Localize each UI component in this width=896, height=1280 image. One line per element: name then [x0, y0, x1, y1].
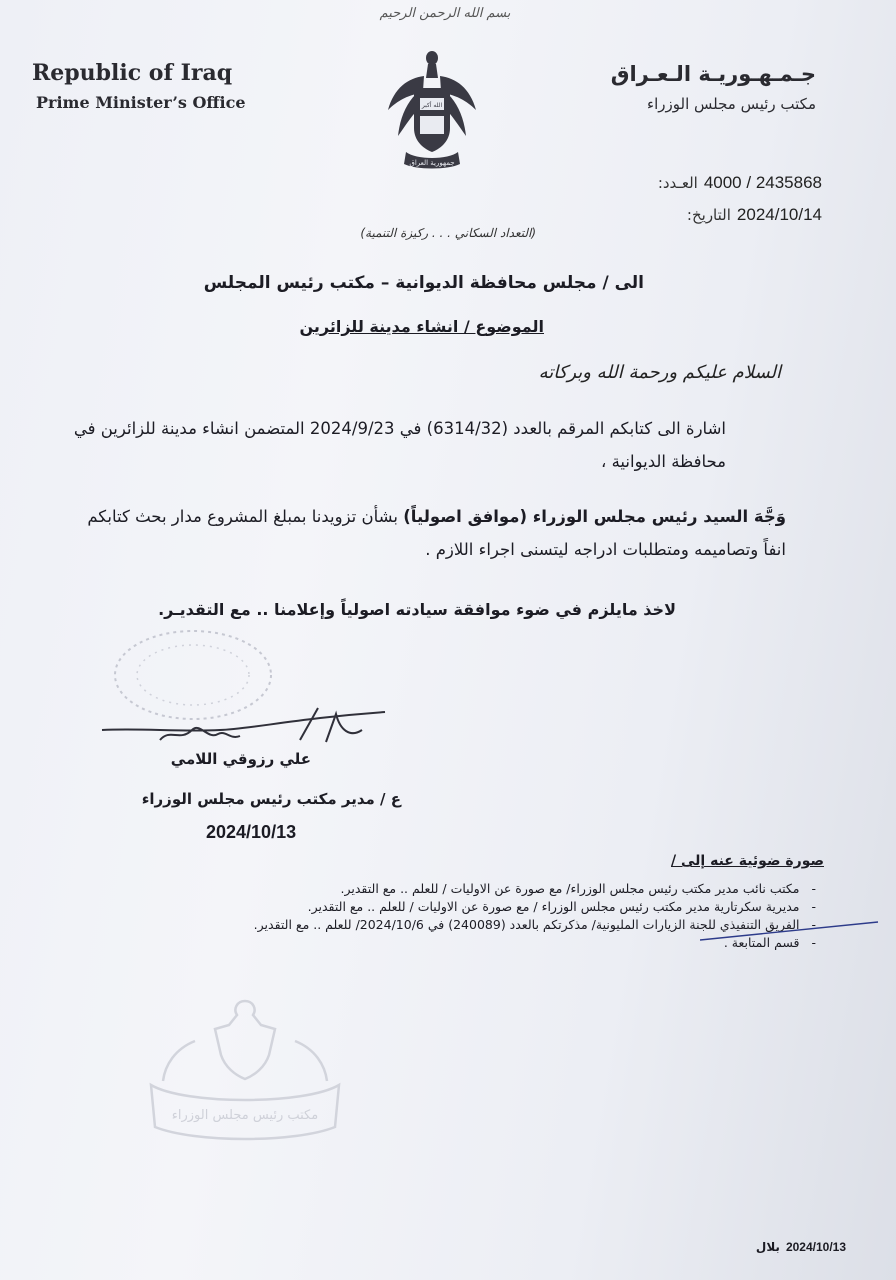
header-title-en: Republic of Iraq: [32, 60, 233, 86]
pen-stroke-mark: [700, 920, 880, 944]
emblem-caption: جمهورية العراق: [409, 159, 455, 167]
footer-initials: بلال: [755, 1240, 780, 1254]
footer-note: [756, 1240, 846, 1254]
number-label: العـدد:: [657, 174, 698, 192]
greeting: السلام عليكم ورحمة الله وبركاته: [538, 362, 781, 383]
signature-date: 2024/10/13: [206, 822, 297, 842]
cc-item: - مديرية سكرتارية مدير مكتب رئيس مجلس الوزراء / مع صورة عن الاوليات / للعلم .. مع التقدير.: [76, 898, 816, 916]
body-paragraph-2-rest: بشأن تزويدنا بمبلغ المشروع مدار بحث كتابكم انفاً وتصاميمه ومتطلبات ادراجه ليتسنى اجراء اللازم .: [87, 507, 786, 559]
closing-line: لاخذ مايلزم في ضوء موافقة سيادته اصولياً وإعلامنا .. مع التقديـر.: [158, 600, 676, 619]
pm-directive: وَجَّهَ السيد رئيس مجلس الوزراء (موافق اصولياً): [403, 507, 786, 526]
subject-line: الموضوع / انشاء مدينة للزائرين: [299, 317, 544, 336]
footer-date: 2024/10/13: [785, 1240, 846, 1254]
header-subtitle-en: Prime Minister’s Office: [36, 93, 246, 112]
body-paragraph-2: [66, 500, 786, 566]
addressee: الى / مجلس محافظة الديوانية – مكتب رئيس المجلس: [203, 273, 644, 293]
cc-item: - الفريق التنفيذي للجنة الزيارات المليونية/ مذكرتكم بالعدد (240089) في 2024/10/6/ للعلم .. مع التقدير.: [76, 916, 816, 934]
header-subtitle-ar: مكتب رئيس مجلس الوزراء: [647, 95, 816, 113]
census-slogan: (التعداد السكاني . . . ركيزة التنمية): [360, 226, 536, 240]
cc-heading: صورة ضوئية عنه إلى /: [671, 853, 824, 869]
iraq-eagle-emblem-icon: [384, 48, 480, 170]
date-value: 2024/10/14: [736, 205, 822, 224]
cc-item: - مكتب نائب مدير مكتب رئيس مجلس الوزراء/ مع صورة عن الاوليات / للعلم .. مع التقدير.: [76, 880, 816, 898]
body-paragraph-1: اشارة الى كتابكم المرقم بالعدد (6314/32) في 2024/9/23 المتضمن انشاء مدينة للزائرين في محافظة الديوانية ،: [73, 419, 726, 471]
number-value: 2435868 / 4000: [703, 173, 822, 192]
cc-item: - قسم المتابعة .: [76, 934, 816, 952]
header-title-ar: جـمـهـوريـة الـعـراق: [610, 62, 816, 86]
handwritten-signature-icon: [100, 700, 390, 750]
date-label: التاريخ:: [686, 206, 731, 224]
signatory-title: ع / مدير مكتب رئيس مجلس الوزراء: [141, 790, 401, 808]
embossed-seal-text: مكتب رئيس مجلس الوزراء: [171, 1108, 319, 1123]
emblem-motto: الله أكبر: [421, 102, 443, 109]
signatory-name: علي رزوقي اللامي: [170, 750, 311, 768]
bismillah: بسم الله الرحمن الرحيم: [379, 6, 511, 21]
letter-date: [687, 205, 822, 225]
letter-number: [658, 173, 822, 193]
embossed-seal-icon: [145, 995, 345, 1145]
